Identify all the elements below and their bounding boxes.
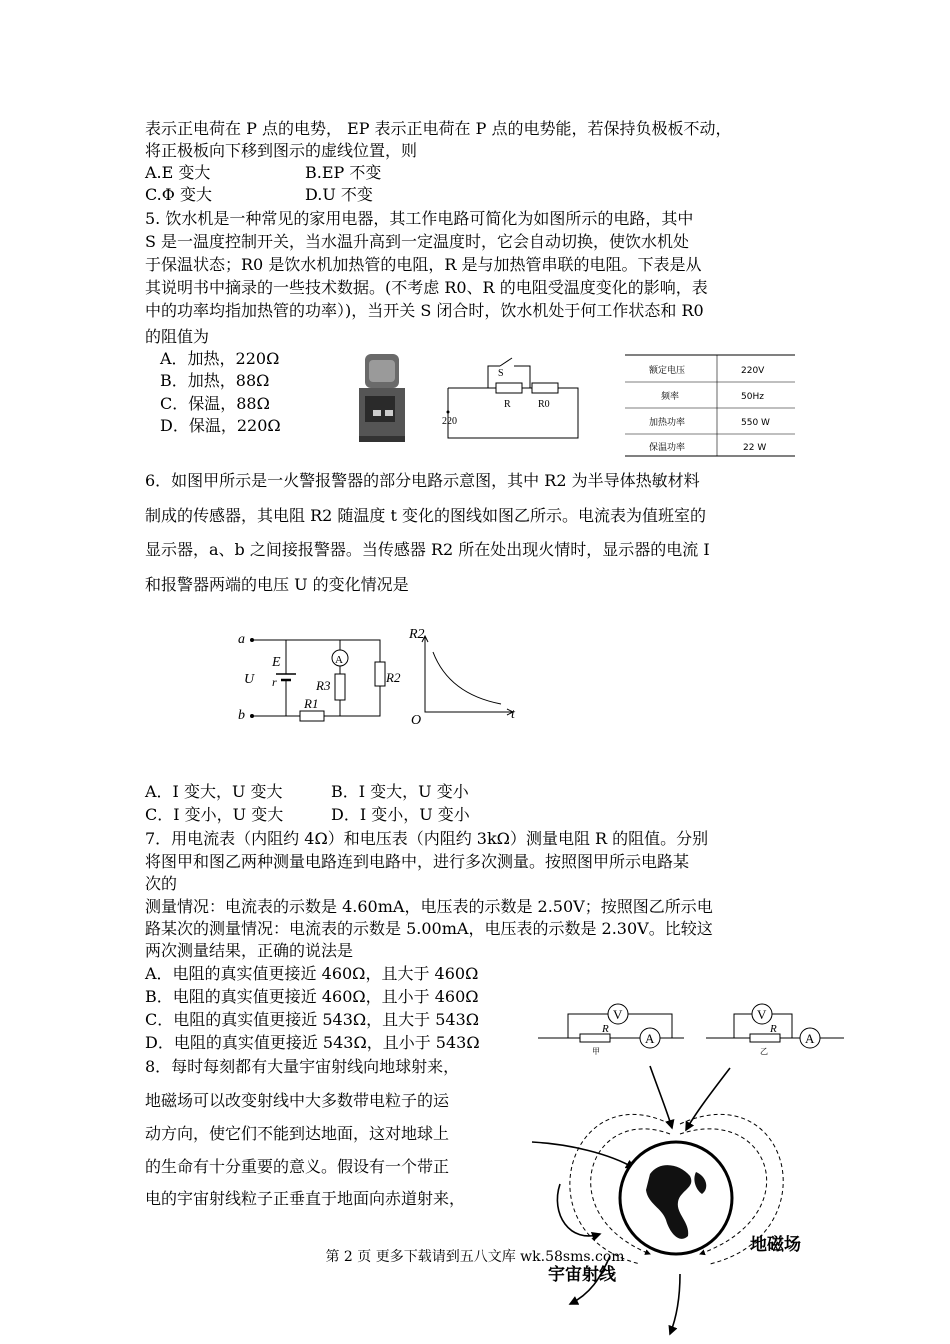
table-label-frequency: 频率 <box>661 392 680 402</box>
terminal-a-label: a <box>238 632 245 647</box>
q6-line-3: 显示器，a、b 之间接报警器。当传感器 R2 所在处出现火情时，显示器的电流 I <box>145 540 710 559</box>
q4-line-2: 将正极板向下移到图示的虚线位置，则 <box>145 141 418 160</box>
voltage-label: 220 <box>442 416 457 427</box>
q4-option-b: B.EP 不变 <box>305 163 382 182</box>
q5-spec-table <box>625 354 797 458</box>
r3-label: R3 <box>316 678 331 693</box>
resistor-jia-label: R <box>602 1023 609 1035</box>
q4-option-a: A.E 变大 <box>145 163 211 182</box>
terminal-dot <box>447 411 450 414</box>
resistor-r-label: R <box>504 399 511 410</box>
earth-magnetic-field-figure <box>530 1064 820 1339</box>
table-label-keepwarm: 保温功率 <box>649 443 686 453</box>
graph-origin-label: O <box>411 713 422 728</box>
table-label-heating: 加热功率 <box>649 418 686 428</box>
q5-line-2: S 是一温度控制开关，当水温升高到一定温度时，它会自动切换，使饮水机处 <box>145 232 690 251</box>
voltage-u-label: U <box>244 672 255 687</box>
q6-option-b: B．I 变大，U 变小 <box>331 782 469 801</box>
q5-option-a: A．加热，220Ω <box>160 349 280 368</box>
ammeter-label: A <box>335 654 343 666</box>
q4-line-1: 表示正电荷在 P 点的电势， EP 表示正电荷在 P 点的电势能，若保持负极板不动， <box>145 119 732 138</box>
q8-line-3: 动方向，使它们不能到达地面，这对地球上 <box>145 1124 450 1143</box>
q7-line-3: 次的 <box>145 874 178 893</box>
q7-line-6: 两次测量结果，正确的说法是 <box>145 941 354 960</box>
page-footer: 第 2 页 更多下载请到五八文库 wk.58sms.com <box>325 1249 625 1265</box>
graph-x-label: t <box>511 707 515 722</box>
q8-line-5: 电的宇宙射线粒子正垂直于地面向赤道射来， <box>145 1189 466 1208</box>
q7-line-2: 将图甲和图乙两种测量电路连到电路中，进行多次测量。按照图甲所示电路某 <box>145 852 690 871</box>
table-value-heating: 550 W <box>741 418 770 428</box>
magnetic-field-label: 地磁场 <box>750 1235 801 1255</box>
switch-label: S <box>498 368 504 379</box>
q6-option-a: A．I 变大，U 变大 <box>145 782 283 801</box>
terminal-a-dot <box>250 638 254 642</box>
ammeter-jia-label: A <box>645 1031 655 1046</box>
table-value-keepwarm: 22 W <box>743 443 767 453</box>
q8-line-2: 地磁场可以改变射线中大多数带电粒子的运 <box>145 1091 450 1110</box>
q5-option-c: C．保温，88Ω <box>160 394 270 413</box>
water-dispenser-image <box>355 352 411 444</box>
q5-circuit-diagram <box>438 352 588 447</box>
q7-line-1: 7．用电流表（内阻约 4Ω）和电压表（内阻约 3kΩ）测量电阻 R 的阻值。分别 <box>145 829 709 848</box>
q4-option-c: C.Φ 变大 <box>145 185 212 204</box>
q7-option-b: B．电阻的真实值更接近 460Ω，且小于 460Ω <box>145 987 479 1006</box>
q7-option-d: D．电阻的真实值更接近 543Ω，且小于 543Ω <box>145 1033 480 1052</box>
figure-yi-label: 乙 <box>760 1047 768 1056</box>
cosmic-ray-label: 宇宙射线 <box>548 1265 616 1285</box>
resistor-yi-label: R <box>770 1023 777 1035</box>
q7-option-a: A．电阻的真实值更接近 460Ω，且大于 460Ω <box>145 964 479 983</box>
q5-line-6: 的阻值为 <box>145 327 210 346</box>
table-label-voltage: 额定电压 <box>649 366 686 376</box>
voltmeter-yi-label: V <box>757 1007 767 1022</box>
q6-option-d: D．I 变小，U 变小 <box>331 805 470 824</box>
q4-option-d: D.U 不变 <box>305 185 373 204</box>
emf-e-label: E <box>272 655 281 670</box>
ammeter-yi-label: A <box>805 1031 815 1046</box>
q7-option-c: C．电阻的真实值更接近 543Ω，且大于 543Ω <box>145 1010 480 1029</box>
q6-line-2: 制成的传感器，其电阻 R2 随温度 t 变化的图线如图乙所示。电流表为值班室的 <box>145 506 707 525</box>
q5-line-3: 于保温状态；R0 是饮水机加热管的电阻，R 是与加热管串联的电阻。下表是从 <box>145 255 702 274</box>
q5-line-4: 其说明书中摘录的一些技术数据。(不考虑 R0、R 的电阻受温度变化的影响，表 <box>145 278 708 297</box>
q8-line-1: 8．每时每刻都有大量宇宙射线向地球射来， <box>145 1057 460 1076</box>
terminal-b-label: b <box>238 708 245 723</box>
resistor-r0-label: R0 <box>538 399 550 410</box>
terminal-b-dot <box>250 714 254 718</box>
figure-jia-label: 甲 <box>592 1047 600 1056</box>
table-value-frequency: 50Hz <box>741 392 764 402</box>
voltmeter-jia-label: V <box>613 1007 623 1022</box>
graph-y-label: R2 <box>409 627 425 642</box>
q5-option-b: B．加热，88Ω <box>160 371 270 390</box>
r2-label: R2 <box>386 670 401 685</box>
r1-label: R1 <box>304 696 319 711</box>
q5-line-5: 中的功率均指加热管的功率）)，当开关 S 闭合时，饮水机处于何工作状态和 R0 <box>145 301 704 320</box>
q6-r2-t-graph <box>405 622 525 728</box>
q7-line-5: 路某次的测量情况：电流表的示数是 5.00mA，电压表的示数是 2.30V。比较这 <box>145 919 713 938</box>
q6-line-1: 6．如图甲所示是一火警报警器的部分电路示意图，其中 R2 为半导体热敏材料 <box>145 471 700 490</box>
q5-option-d: D．保温，220Ω <box>160 416 281 435</box>
q6-line-4: 和报警器两端的电压 U 的变化情况是 <box>145 575 409 594</box>
q6-circuit-diagram <box>232 622 401 732</box>
q8-line-4: 的生命有十分重要的意义。假设有一个带正 <box>145 1157 450 1176</box>
q7-circuit-diagrams <box>538 996 848 1058</box>
table-value-voltage: 220V <box>741 366 765 376</box>
q5-line-1: 5. 饮水机是一种常见的家用电器，其工作电路可简化为如图所示的电路，其中 <box>145 209 694 228</box>
q6-option-c: C．I 变小，U 变大 <box>145 805 284 824</box>
internal-r-label: r <box>272 675 277 689</box>
q7-line-4: 测量情况：电流表的示数是 4.60mA，电压表的示数是 2.50V；按照图乙所示电 <box>145 897 713 916</box>
